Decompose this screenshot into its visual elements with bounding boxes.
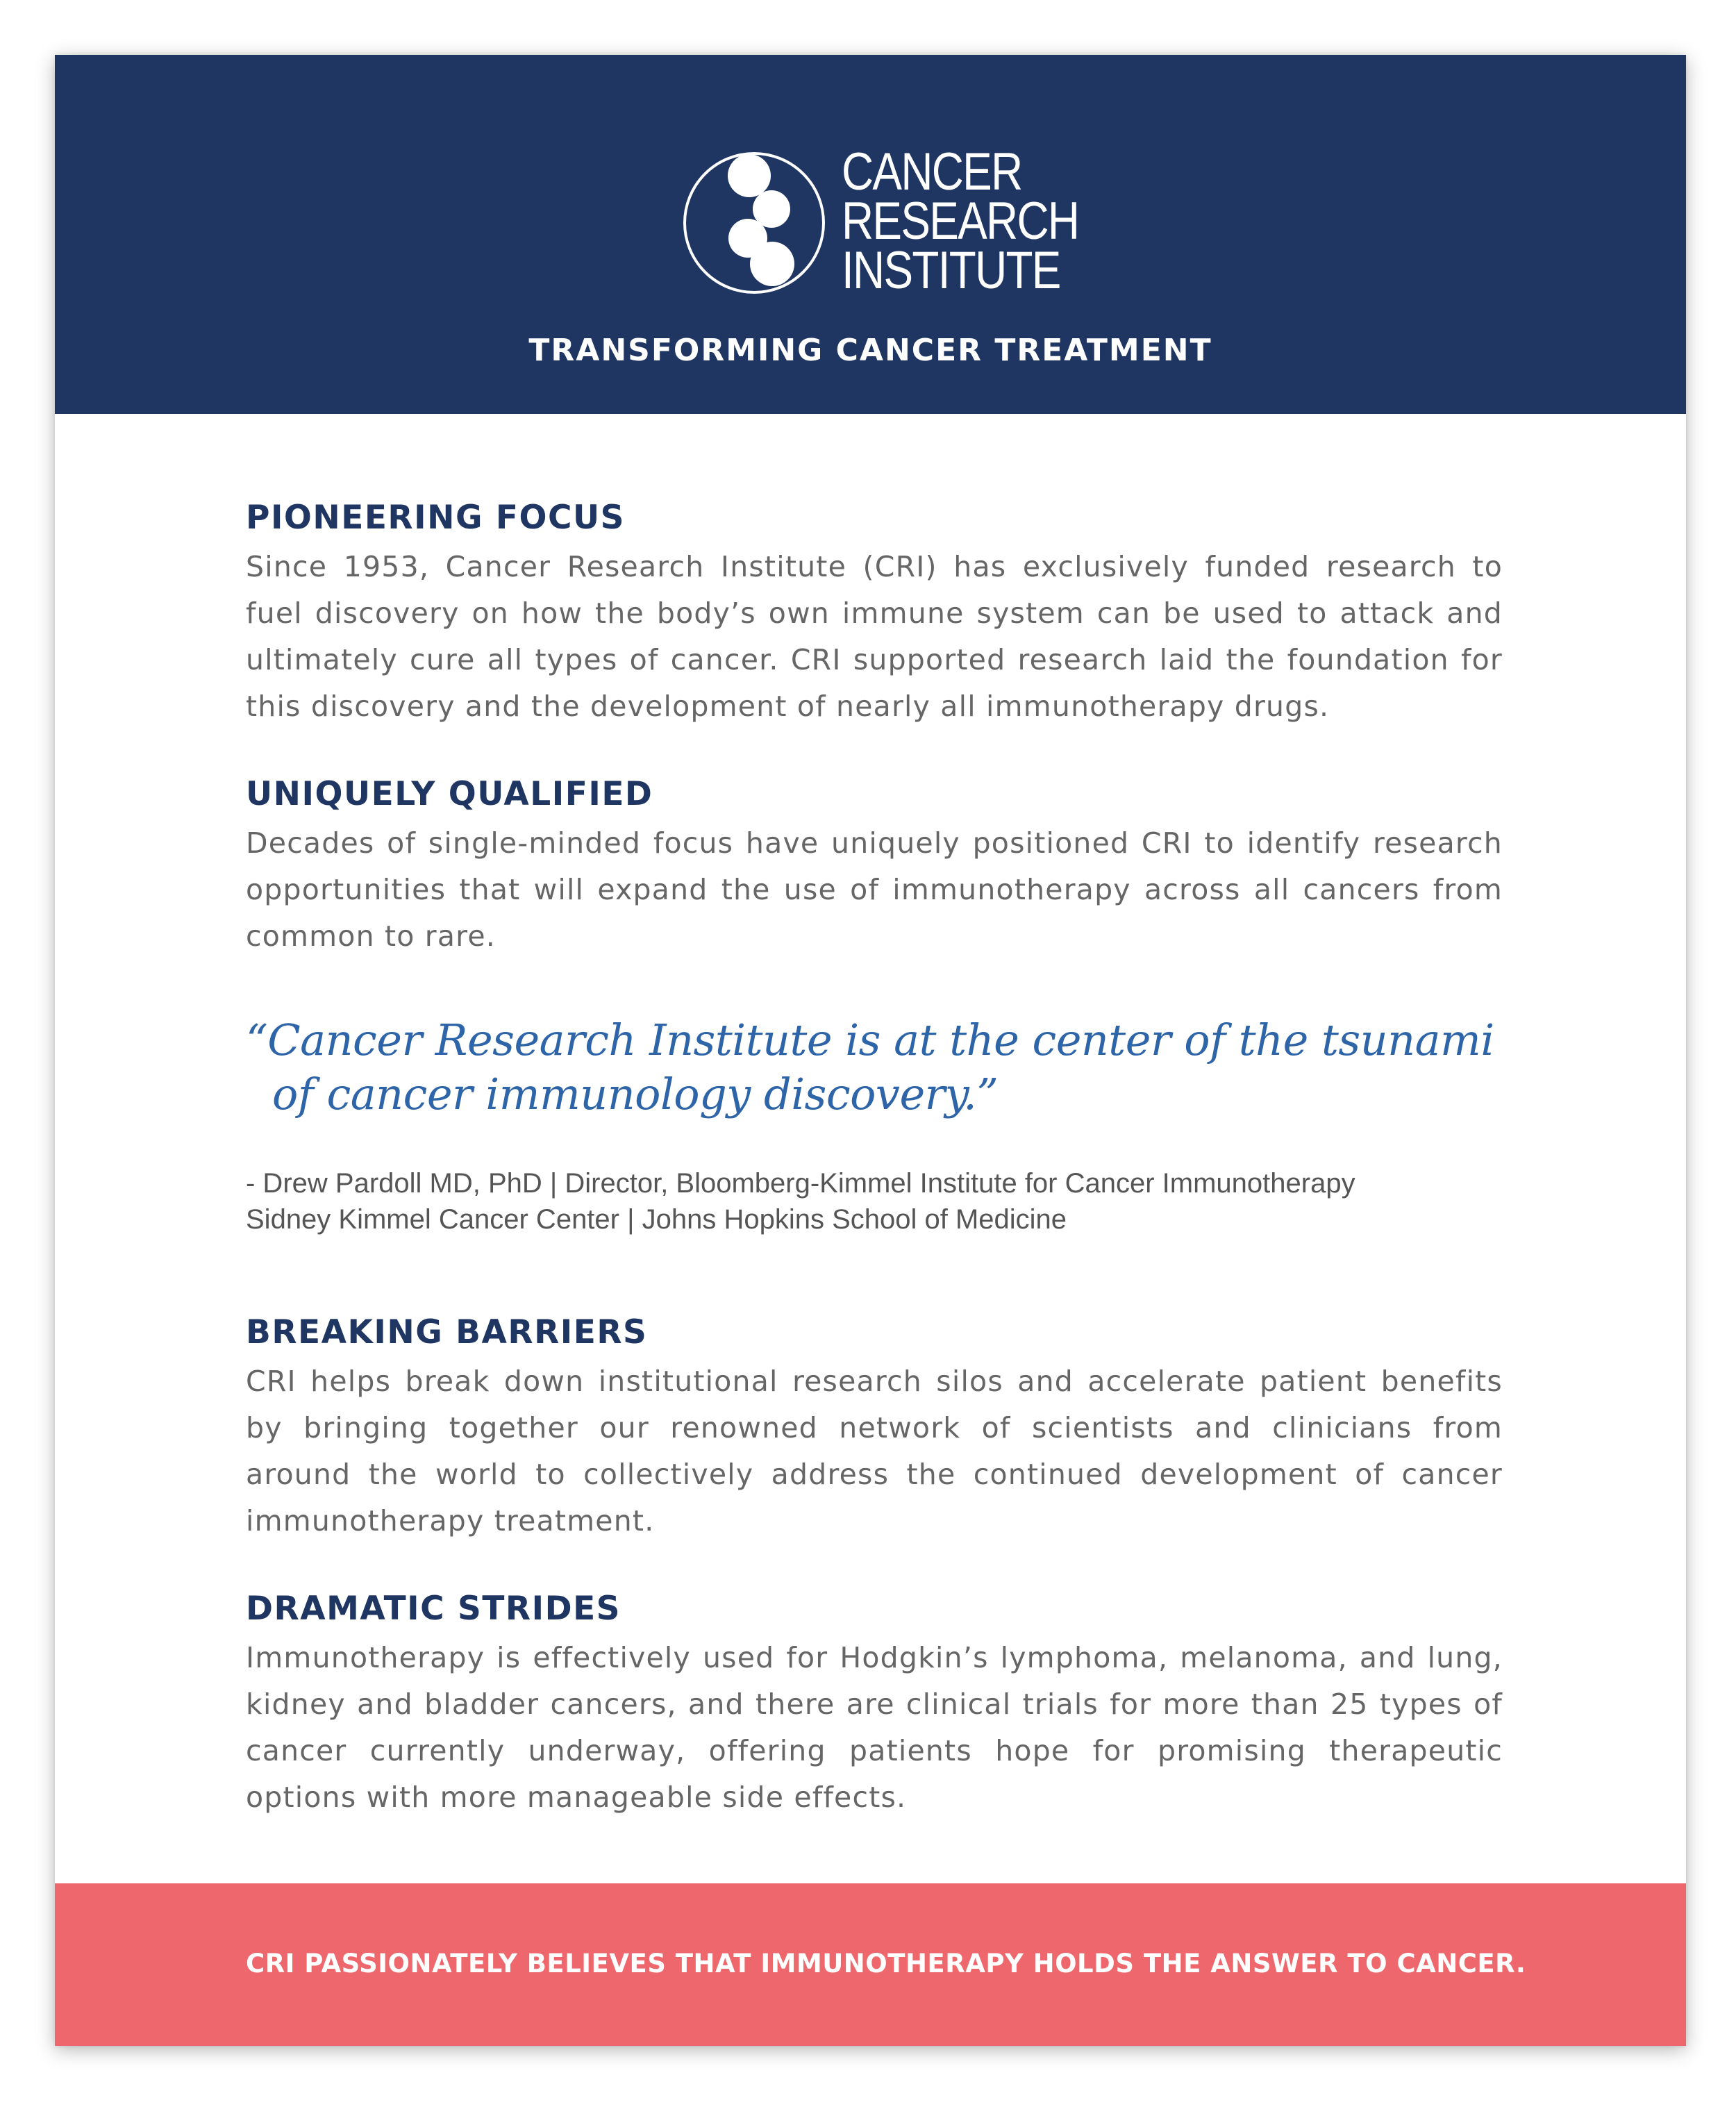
logo-line-2: RESEARCH — [842, 192, 1079, 251]
header-banner — [55, 55, 1686, 414]
header-tagline: TRANSFORMING CANCER TREATMENT — [528, 333, 1212, 368]
section-heading-dramatic-strides: DRAMATIC STRIDES — [246, 1590, 621, 1628]
footer-statement: CRI PASSIONATELY BELIEVES THAT IMMUNOTHERAPY HOLDS THE ANSWER TO CANCER. — [246, 1949, 1526, 1978]
footer-banner — [55, 1883, 1686, 2046]
section-body-uniquely-qualified: Decades of single-minded focus have uniquely positioned CRI to identify research opportunities that will expand the use of immunotherapy across all cancers from common to rare. — [246, 826, 1503, 953]
section-body-pioneering-focus: Since 1953, Cancer Research Institute (CRI) has exclusively funded research to fuel discovery on how the body’s own immune system can be used to attack and ultimately cure all types of cancer. CRI supported research laid the foundation for this discovery and the development of nearly all immunotherapy drugs. — [246, 550, 1503, 723]
attribution-line-2: Sidney Kimmel Cancer Center | Johns Hopkins School of Medicine — [246, 1204, 1067, 1235]
pull-quote — [246, 1013, 1510, 1122]
section-body-breaking-barriers: CRI helps break down institutional research silos and accelerate patient benefits by bringing together our renowned network of scientists and clinicians from around the world to collectively address the continued development of cancer immunotherapy treatment. — [246, 1365, 1503, 1538]
section-heading-breaking-barriers: BREAKING BARRIERS — [246, 1313, 648, 1351]
quote-attribution — [246, 1165, 1510, 1238]
cri-logo — [681, 142, 1098, 307]
logo-wordmark — [842, 142, 1079, 300]
logo-line-3: INSTITUTE — [842, 241, 1060, 300]
attribution-line-1: - Drew Pardoll MD, PhD | Director, Bloomberg-Kimmel Institute for Cancer Immunotherapy — [246, 1168, 1355, 1199]
section-body-dramatic-strides: Immunotherapy is effectively used for Hodgkin’s lymphoma, melanoma, and lung, kidney and bladder cancers, and there are clinical trials for more than 25 types of cancer currently underway, offering patients hope for promising therapeutic options with more manageable side effects. — [246, 1641, 1503, 1814]
fact-sheet-page — [55, 55, 1686, 2046]
section-heading-pioneering-focus: PIONEERING FOCUS — [246, 499, 625, 537]
section-heading-uniquely-qualified: UNIQUELY QUALIFIED — [246, 775, 653, 813]
quote-line-1: “Cancer Research Institute is at the center of the tsunami — [246, 1015, 1494, 1065]
quote-line-2: of cancer immunology discovery.” — [272, 1069, 999, 1119]
cri-circle-dots-logo-icon — [681, 150, 827, 296]
logo-line-1: CANCER — [842, 142, 1022, 201]
